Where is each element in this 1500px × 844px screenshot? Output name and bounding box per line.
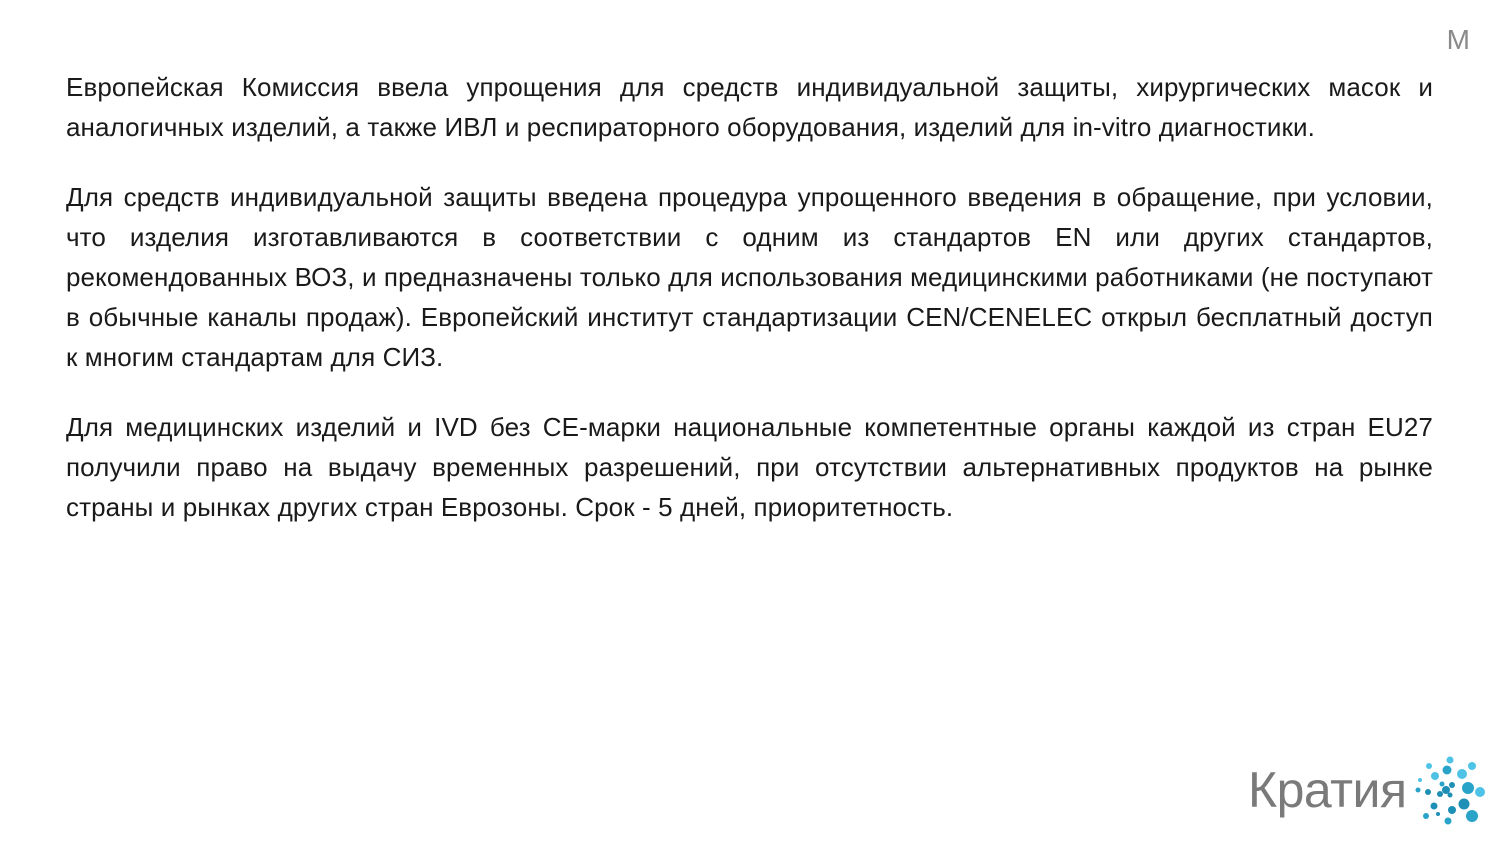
body-text (66, 67, 1433, 557)
paragraph-temporary-permits: Для медицинских изделий и IVD без CE-марки национальные компетентные органы каждой из стран EU27 получили право на выдачу временных разрешений, при отсутствии альтернативных продуктов на рынке страны и рынках других стран Еврозоны. Срок - 5 дней, приоритетность. (66, 412, 1433, 522)
splash-logo-icon (1412, 754, 1488, 828)
page-marker: М (1446, 24, 1470, 55)
paragraph-eu-simplifications: Европейская Комиссия ввела упрощения для средств индивидуальной защиты, хирургических масок и аналогичных изделий, а также ИВЛ и респираторного оборудования, изделий для in-vitro диагностики. (66, 72, 1433, 142)
paragraph-ppe-procedure: Для средств индивидуальной защиты введена процедура упрощенного введения в обращение, при условии, что изделия изготавливаются в соответствии с одним из стандартов EN или других стандартов, рекомендованных ВОЗ, и предназначены только для использования медицинскими работниками (не поступают в обычные каналы продаж). Европейский институт стандартизации CEN/CENELEC открыл бесплатный доступ к многим стандартам для СИЗ. (66, 182, 1433, 372)
company-logo (1248, 754, 1488, 834)
logo-wordmark: Кратия (1248, 762, 1407, 818)
